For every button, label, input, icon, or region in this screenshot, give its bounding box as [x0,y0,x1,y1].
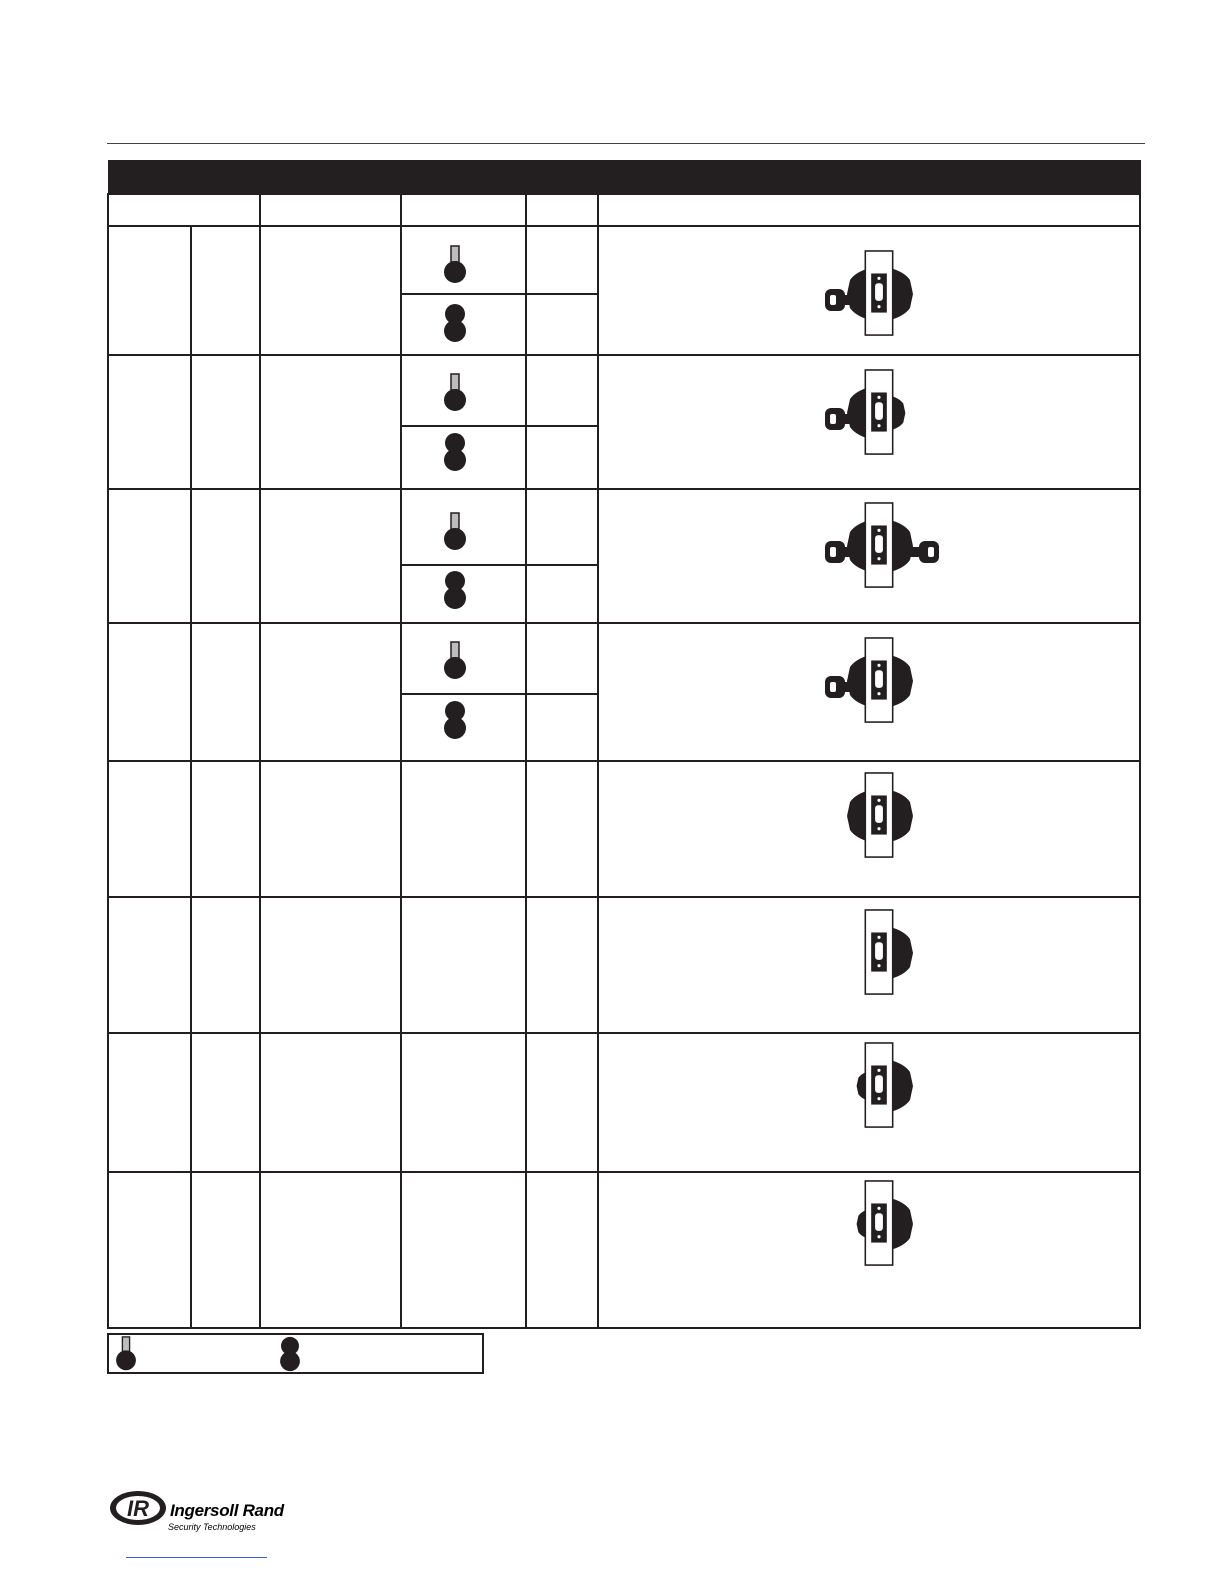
legend [107,1333,484,1374]
sub-row-divider [400,293,598,295]
single-cylinder-lock-icon [822,367,922,459]
figure-eight-icon [443,570,467,610]
brand-tagline: Security Technologies [168,1522,256,1532]
header-rule [107,143,1145,144]
sub-row-divider [400,425,598,427]
key-cylinder-icon [443,641,467,681]
figure-eight-icon [443,432,467,472]
brand-name: Ingersoll Rand [170,1501,284,1520]
single-cylinder-lock-icon [822,248,922,340]
row-divider [107,488,1141,490]
row-divider [107,354,1141,356]
thumbturn-lock-icon [844,907,922,999]
brand-logo [108,1488,288,1538]
double-cylinder-lock-icon [822,500,946,592]
figure-eight-icon [443,700,467,740]
figure-eight-icon [443,303,467,343]
key-cylinder-icon [443,245,467,285]
row-divider [107,622,1141,624]
thumbturn-lock-icon [844,1040,922,1132]
key-cylinder-icon [443,512,467,552]
key-cylinder-icon [443,373,467,413]
col-divider-1 [190,225,192,1329]
thumbturn-lock-icon [844,770,922,862]
figure-eight-icon [279,1336,301,1372]
footer-link[interactable] [126,1557,267,1558]
row-divider [107,1032,1141,1034]
logo-mark: IR [127,1496,149,1521]
row-divider [107,760,1141,762]
key-cylinder-icon [115,1336,137,1372]
single-cylinder-lock-icon [822,635,922,727]
row-divider [107,1171,1141,1173]
sub-row-divider [400,693,598,695]
sub-row-divider [400,564,598,566]
table-title-bar [108,160,1141,194]
row-divider [107,896,1141,898]
header-row-divider [107,225,1141,227]
thumbturn-lock-icon [844,1178,922,1270]
ir-logo-icon [108,1488,170,1528]
